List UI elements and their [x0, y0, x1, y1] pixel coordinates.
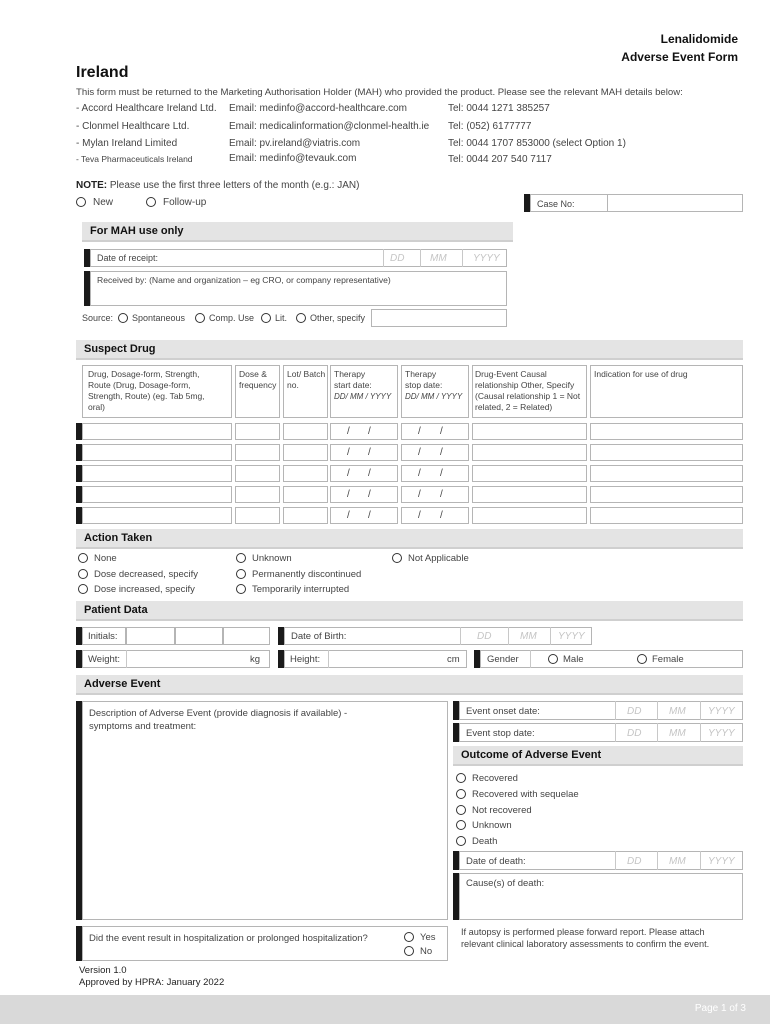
- note-text: [76, 180, 359, 191]
- patient-data-header: [76, 601, 743, 621]
- death-sep-2: [657, 851, 658, 870]
- gender-male-label: Male: [563, 654, 584, 665]
- mah-email-3: Email: pv.ireland@viatris.com: [229, 138, 361, 149]
- gender-label: Gender: [487, 654, 519, 665]
- source-other-input[interactable]: [371, 309, 507, 327]
- stop-slash-2: /: [440, 426, 443, 437]
- dob-sep-3: [550, 627, 551, 645]
- mah-tel-2: Tel: (052) 6177777: [448, 121, 532, 132]
- outcome-recovered-label: Recovered: [472, 773, 518, 784]
- dose-cell[interactable]: [235, 423, 280, 440]
- receipt-sep-3: [462, 249, 463, 267]
- start-slash-2: /: [368, 489, 371, 500]
- weight-unit: kg: [250, 654, 261, 665]
- action-temp-interrupted-label: Temporarily interrupted: [252, 584, 350, 595]
- source-comp-use-radio[interactable]: [195, 313, 205, 323]
- causal-cell[interactable]: [472, 465, 587, 482]
- action-dose-increased-label: Dose increased, specify: [94, 584, 195, 595]
- action-unknown-radio[interactable]: [236, 553, 246, 563]
- action-perm-discontinued-radio[interactable]: [236, 569, 246, 579]
- col-drug-label: Drug, Dosage-form, Strength, Route (Drug, Dosage-form, Strength, Route) (eg. Tab 5mg, oral): [88, 369, 205, 412]
- action-temp-interrupted-radio[interactable]: [236, 584, 246, 594]
- receipt-yyyy[interactable]: YYYY: [473, 253, 500, 264]
- start-slash-2: /: [368, 510, 371, 521]
- receipt-dd[interactable]: DD: [390, 253, 405, 264]
- col-stop-label: Therapy stop date:: [405, 369, 443, 390]
- outcome-unknown-radio[interactable]: [456, 820, 466, 830]
- stop-sep-3: [700, 723, 701, 742]
- case-no-input[interactable]: [607, 194, 743, 212]
- start-slash-1: /: [347, 426, 350, 437]
- outcome-unknown-label: Unknown: [472, 820, 512, 831]
- description-input[interactable]: [82, 701, 448, 920]
- source-lit-label: Lit.: [275, 313, 288, 323]
- initials-input-3[interactable]: [223, 627, 270, 645]
- gender-female-radio[interactable]: [637, 654, 647, 664]
- dose-cell[interactable]: [235, 444, 280, 461]
- form-title-line2: Adverse Event Form: [621, 50, 738, 64]
- new-label: New: [93, 197, 114, 208]
- stop-slash-2: /: [440, 510, 443, 521]
- hospitalization-yes-radio[interactable]: [404, 932, 414, 942]
- gender-box: [480, 650, 743, 668]
- causal-cell[interactable]: [472, 507, 587, 524]
- weight-sep: [126, 650, 127, 668]
- hospitalization-no-radio[interactable]: [404, 946, 414, 956]
- stop-dd[interactable]: DD: [627, 728, 642, 739]
- outcome-sequelae-label: Recovered with sequelae: [472, 789, 579, 800]
- col-start-label: Therapy start date:: [334, 369, 372, 390]
- stop-slash-1: /: [418, 489, 421, 500]
- note-label: NOTE:: [76, 180, 108, 191]
- page-number: Page 1 of 3: [694, 1003, 746, 1014]
- stop-sep-2: [657, 723, 658, 742]
- outcome-header: [453, 746, 743, 766]
- dose-cell[interactable]: [235, 486, 280, 503]
- action-not-applicable-label: Not Applicable: [408, 553, 469, 564]
- weight-label: Weight:: [88, 654, 121, 665]
- indication-cell[interactable]: [590, 465, 743, 482]
- dob-yyyy[interactable]: YYYY: [558, 631, 585, 642]
- outcome-not-recovered-radio[interactable]: [456, 805, 466, 815]
- action-perm-discontinued-label: Permanently discontinued: [252, 569, 362, 580]
- new-radio[interactable]: [76, 197, 86, 207]
- adverse-event-header: [76, 675, 743, 695]
- start-cell[interactable]: [330, 465, 398, 482]
- adverse-event-header-label: Adverse Event: [84, 678, 161, 690]
- start-cell[interactable]: [330, 423, 398, 440]
- start-cell[interactable]: [330, 507, 398, 524]
- stop-cell[interactable]: [401, 423, 469, 440]
- action-unknown-label: Unknown: [252, 553, 292, 564]
- source-spontaneous-radio[interactable]: [118, 313, 128, 323]
- outcome-recovered-radio[interactable]: [456, 773, 466, 783]
- stop-mm[interactable]: MM: [669, 728, 686, 739]
- start-slash-1: /: [347, 489, 350, 500]
- outcome-sequelae-radio[interactable]: [456, 789, 466, 799]
- stop-sep-1: [615, 723, 616, 742]
- stop-cell[interactable]: [401, 465, 469, 482]
- suspect-drug-header: [76, 340, 743, 360]
- autopsy-note: If autopsy is performed please forward report. Please attach relevant clinical laboratory assessments to confirm the event.: [461, 927, 710, 949]
- version-text: Version 1.0: [79, 965, 127, 976]
- mah-tel-3: Tel: 0044 1707 853000 (select Option 1): [448, 138, 626, 149]
- footer-bar: [0, 995, 770, 1024]
- dob-sep-2: [508, 627, 509, 645]
- action-dose-decreased-label: Dose decreased, specify: [94, 569, 199, 580]
- dob-dd[interactable]: DD: [477, 631, 492, 642]
- hospitalization-no-label: No: [420, 946, 433, 957]
- followup-radio[interactable]: [146, 197, 156, 207]
- initials-input-2[interactable]: [175, 627, 223, 645]
- approved-text: Approved by HPRA: January 2022: [79, 977, 225, 988]
- stop-slash-1: /: [418, 510, 421, 521]
- mah-name-1: - Accord Healthcare Ireland Ltd.: [76, 103, 217, 114]
- indication-cell[interactable]: [590, 486, 743, 503]
- death-yyyy[interactable]: YYYY: [708, 856, 735, 867]
- col-indication-label: Indication for use of drug: [594, 369, 688, 379]
- initials-input-1[interactable]: [126, 627, 175, 645]
- death-dd[interactable]: DD: [627, 856, 642, 867]
- causal-cell[interactable]: [472, 444, 587, 461]
- date-of-receipt-label: Date of receipt:: [97, 253, 159, 263]
- stop-slash-2: /: [440, 447, 443, 458]
- indication-cell[interactable]: [590, 423, 743, 440]
- stop-slash-2: /: [440, 489, 443, 500]
- col-dose-label: Dose & frequency: [239, 369, 277, 390]
- mah-use-header: [82, 222, 513, 242]
- case-no-label: Case No:: [537, 199, 575, 209]
- receipt-mm[interactable]: MM: [430, 253, 447, 264]
- drug-cell[interactable]: [82, 507, 232, 524]
- stop-cell[interactable]: [401, 486, 469, 503]
- height-unit: cm: [447, 654, 460, 665]
- start-cell[interactable]: [330, 486, 398, 503]
- causal-cell[interactable]: [472, 486, 587, 503]
- patient-data-header-label: Patient Data: [84, 604, 148, 616]
- outcome-death-label: Death: [472, 836, 498, 847]
- outcome-not-recovered-label: Not recovered: [472, 805, 532, 816]
- outcome-death-radio[interactable]: [456, 836, 466, 846]
- stop-slash-1: /: [418, 447, 421, 458]
- mah-tel-1: Tel: 0044 1271 385257: [448, 103, 550, 114]
- followup-label: Follow-up: [163, 197, 207, 208]
- country-heading: Ireland: [76, 64, 129, 81]
- mah-email-4: Email: medinfo@tevauk.com: [229, 153, 357, 164]
- drug-cell[interactable]: [82, 444, 232, 461]
- start-slash-2: /: [368, 426, 371, 437]
- description-label: Description of Adverse Event (provide diagnosis if available) - symptoms and treatment:: [89, 708, 348, 732]
- death-date-label: Date of death:: [466, 856, 526, 867]
- onset-dd[interactable]: DD: [627, 706, 642, 717]
- receipt-sep-1: [383, 249, 384, 267]
- lot-cell[interactable]: [283, 507, 328, 524]
- hospitalization-yes-label: Yes: [420, 932, 436, 943]
- onset-sep-2: [657, 701, 658, 720]
- receipt-sep-2: [420, 249, 421, 267]
- source-spontaneous-label: Spontaneous: [132, 313, 186, 323]
- source-other-label: Other, specify: [310, 313, 366, 323]
- source-comp-use-label: Comp. Use: [209, 313, 255, 323]
- start-slash-2: /: [368, 447, 371, 458]
- action-none-label: None: [94, 553, 117, 564]
- col-start-placeholder: DD/ MM / YYYY: [334, 392, 392, 401]
- outcome-header-label: Outcome of Adverse Event: [461, 749, 602, 761]
- start-slash-2: /: [368, 468, 371, 479]
- height-sep: [328, 650, 329, 668]
- stop-slash-1: /: [418, 468, 421, 479]
- gender-sep: [530, 650, 531, 668]
- action-taken-header-label: Action Taken: [84, 532, 153, 544]
- mah-email-1: Email: medinfo@accord-healthcare.com: [229, 103, 408, 114]
- col-causal-label: Drug-Event Causal relationship Other, Specify (Causal relationship 1 = Not related, 2 = Related): [475, 369, 581, 412]
- onset-label: Event onset date:: [466, 706, 540, 717]
- stop-yyyy[interactable]: YYYY: [708, 728, 735, 739]
- start-slash-1: /: [347, 468, 350, 479]
- height-label: Height:: [290, 654, 321, 665]
- death-sep-1: [615, 851, 616, 870]
- stop-label: Event stop date:: [466, 728, 535, 739]
- lot-cell[interactable]: [283, 444, 328, 461]
- stop-slash-2: /: [440, 468, 443, 479]
- dose-cell[interactable]: [235, 507, 280, 524]
- intro-text: This form must be returned to the Marketing Authorisation Holder (MAH) who provided the product. Please see the relevant MAH details below:: [76, 87, 683, 98]
- dob-label: Date of Birth:: [291, 631, 347, 642]
- stop-slash-1: /: [418, 426, 421, 437]
- col-lot-label: Lot/ Batch no.: [287, 369, 326, 390]
- mah-name-4: - Teva Pharmaceuticals Ireland: [76, 154, 193, 164]
- form-title-line1: Lenalidomide: [660, 32, 738, 46]
- death-mm[interactable]: MM: [669, 856, 686, 867]
- causal-cell[interactable]: [472, 423, 587, 440]
- onset-mm[interactable]: MM: [669, 706, 686, 717]
- action-taken-header: [76, 529, 743, 549]
- col-stop-placeholder: DD/ MM / YYYY: [405, 392, 463, 401]
- drug-cell[interactable]: [82, 465, 232, 482]
- mah-tel-4: Tel: 0044 207 540 7117: [448, 154, 552, 165]
- dob-mm[interactable]: MM: [520, 631, 537, 642]
- hospitalization-label: Did the event result in hospitalization or prolonged hospitalization?: [89, 933, 368, 944]
- lot-cell[interactable]: [283, 486, 328, 503]
- onset-sep-3: [700, 701, 701, 720]
- action-dose-decreased-radio[interactable]: [78, 569, 88, 579]
- source-lit-radio[interactable]: [261, 313, 271, 323]
- action-none-radio[interactable]: [78, 553, 88, 563]
- dob-sep-1: [460, 627, 461, 645]
- gender-male-radio[interactable]: [548, 654, 558, 664]
- lot-cell[interactable]: [283, 465, 328, 482]
- mah-email-2: Email: medicalinformation@clonmel-health.ie: [229, 121, 430, 132]
- source-other-radio[interactable]: [296, 313, 306, 323]
- onset-yyyy[interactable]: YYYY: [708, 706, 735, 717]
- stop-cell[interactable]: [401, 507, 469, 524]
- received-by-label: Received by: (Name and organization – eg CRO, or company representative): [97, 275, 391, 285]
- lot-cell[interactable]: [283, 423, 328, 440]
- death-sep-3: [700, 851, 701, 870]
- causes-label: Cause(s) of death:: [466, 878, 545, 889]
- start-cell[interactable]: [330, 444, 398, 461]
- drug-cell[interactable]: [82, 486, 232, 503]
- start-slash-1: /: [347, 510, 350, 521]
- mah-use-header-label: For MAH use only: [90, 225, 184, 237]
- initials-label: Initials:: [88, 631, 118, 642]
- drug-cell[interactable]: [82, 423, 232, 440]
- action-not-applicable-radio[interactable]: [392, 553, 402, 563]
- stop-cell[interactable]: [401, 444, 469, 461]
- indication-cell[interactable]: [590, 507, 743, 524]
- action-dose-increased-radio[interactable]: [78, 584, 88, 594]
- source-label: Source:: [82, 313, 114, 323]
- gender-female-label: Female: [652, 654, 684, 665]
- mah-name-3: - Mylan Ireland Limited: [76, 138, 178, 149]
- indication-cell[interactable]: [590, 444, 743, 461]
- suspect-drug-header-label: Suspect Drug: [84, 343, 156, 355]
- onset-sep-1: [615, 701, 616, 720]
- dose-cell[interactable]: [235, 465, 280, 482]
- mah-name-2: - Clonmel Healthcare Ltd.: [76, 121, 190, 132]
- note-body: Please use the first three letters of the month (e.g.: JAN): [107, 180, 360, 191]
- start-slash-1: /: [347, 447, 350, 458]
